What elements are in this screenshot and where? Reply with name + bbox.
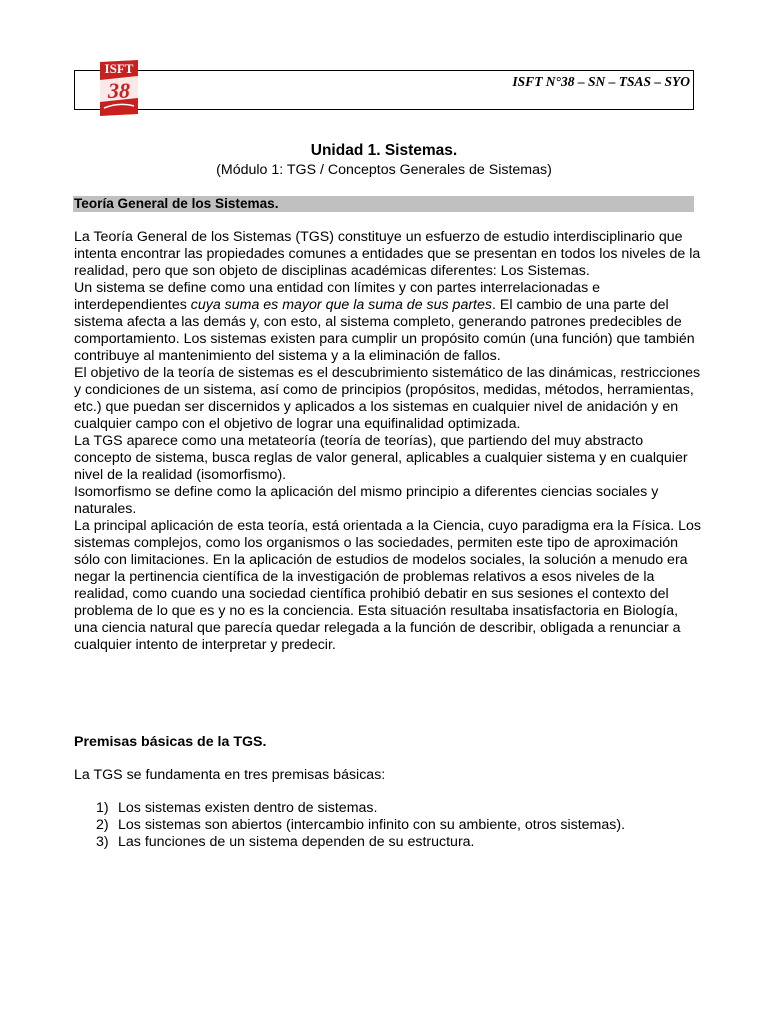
logo-text-top: ISFT: [104, 61, 134, 76]
premisas-heading: Premisas básicas de la TGS.: [74, 734, 267, 750]
list-number: 3): [96, 834, 109, 850]
list-number: 1): [96, 800, 109, 816]
page-title: Unidad 1. Sistemas.: [310, 142, 458, 159]
premisas-list: [96, 800, 625, 851]
paragraph: La TGS aparece como una metateoría (teoría de teorías), que partiendo del muy abstracto concepto de sistema, busca reglas de valor general, aplicables a cualquier sistema y en cualquier nivel de la realidad (isomorfismo).: [74, 433, 688, 483]
paragraph-definition: [74, 280, 704, 365]
body-text: [74, 229, 704, 654]
list-item-text: Las funciones de un sistema dependen de su estructura.: [118, 834, 475, 850]
list-item: [96, 834, 625, 851]
isft-38-logo-icon: [98, 58, 140, 118]
list-number: 2): [96, 817, 109, 833]
paragraph-italic-text: cuya suma es mayor que la suma de sus partes: [190, 297, 492, 313]
list-item-text: Los sistemas son abiertos (intercambio infinito con su ambiente, otros sistemas).: [118, 817, 626, 833]
list-item-text: Los sistemas existen dentro de sistemas.: [118, 800, 378, 816]
page-subtitle: (Módulo 1: TGS / Conceptos Generales de Sistemas): [216, 162, 552, 178]
list-item: [96, 817, 625, 834]
paragraph: Isomorfismo se define como la aplicación del mismo principio a diferentes ciencias sociales y naturales.: [74, 484, 659, 517]
premisas-intro: La TGS se fundamenta en tres premisas básicas:: [74, 767, 386, 783]
list-item: [96, 800, 625, 817]
paragraph: El objetivo de la teoría de sistemas es el descubrimiento sistemático de las dinámicas, restricciones y condiciones de un sistema, así como de principios (propósitos, medidas, métodos, herramientas, etc.) que puedan ser discernidos y aplicados a los sistemas en cualquier nivel de anidación y en cualquier campo con el objetivo de lograr una equifinalidad optimizada.: [74, 365, 701, 432]
paragraph: La Teoría General de los Sistemas (TGS) constituye un esfuerzo de estudio interdisciplinario que intenta encontrar las propiedades comunes a entidades que se presentan en todos los niveles de la realidad, pero que son objeto de disciplinas académicas diferentes: Los Sistemas.: [74, 229, 701, 279]
institution-header: ISFT N°38 – SN – TSAS – SYO: [512, 74, 690, 89]
paragraph: La principal aplicación de esta teoría, está orientada a la Ciencia, cuyo paradigma era la Física. Los sistemas complejos, como los organismos o las sociedades, permiten este tipo de aproximación sólo con limitaciones. En la aplicación de estudios de modelos sociales, la solución a menudo era negar la pertinencia científica de la investigación de problemas relativos a esos niveles de la realidad, como cuando una sociedad científica prohibió debatir en sus sesiones el contexto del problema de lo que es y no es la conciencia. Esta situación resultaba insatisfactoria en Biología, una ciencia natural que parecía quedar relegada a la función de describir, obligada a renunciar a cualquier intento de interpretar y predecir.: [74, 518, 701, 653]
logo-text-number: 38: [108, 78, 130, 103]
section-heading: Teoría General de los Sistemas.: [74, 196, 279, 211]
paragraph-text: . El cambio de una parte del sistema afecta a las demás y, con esto, al sistema completo, generando patrones predecibles de comportamiento. Los sistemas existen para cumplir un propósito común (una función) que también contribuye al mantenimiento del sistema y a la eliminación de fallos.: [74, 297, 695, 364]
paragraph-text: Un sistema se define como una entidad con límites y con partes interrelacionadas e interdependientes: [74, 280, 601, 313]
section-heading-bar: [73, 196, 694, 212]
